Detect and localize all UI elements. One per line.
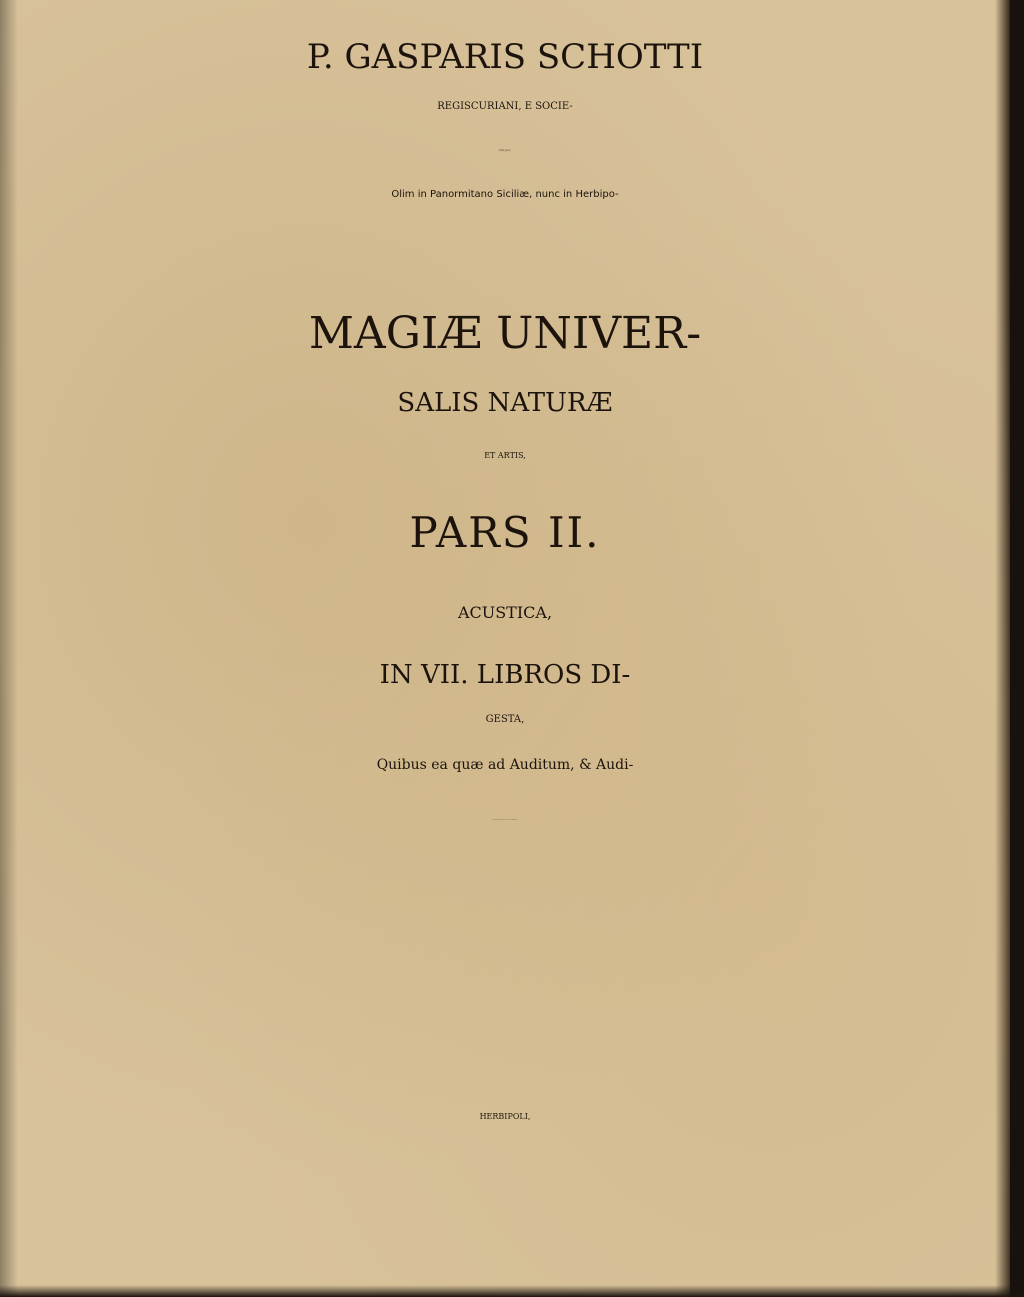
work-title-2: SALIS NATURÆ [397,388,613,418]
book-edge-shadow [1010,0,1024,1297]
subject-title: ACUSTICA, [457,603,553,622]
work-title-1: MAGIÆ UNIVER- [308,308,702,359]
post-line-1: Olim in Panormitano Siciliæ, nunc in Herbipo- [391,189,619,200]
author-line-3: TATE JESU, [499,150,511,152]
part-title: PARS II. [409,508,601,557]
city-line: HERBIPOLI, [479,1112,531,1121]
work-title-3: ET ARTIS, [484,451,526,460]
page-bottom-edge [0,1285,1024,1297]
desc-line-2: tus objectum spectant, methodicè, ac summâ va- [492,820,518,821]
books-line-1: IN VII. LIBROS DI- [379,660,631,690]
author-line-2: REGISCURIANI, E SOCIE- [437,101,573,112]
author-line-1: P. GASPARIS SCHOTTI [306,37,704,77]
books-line-2: GESTA, [485,714,525,725]
desc-line-1: Quibus ea quæ ad Auditum, & Audi- [376,757,634,773]
